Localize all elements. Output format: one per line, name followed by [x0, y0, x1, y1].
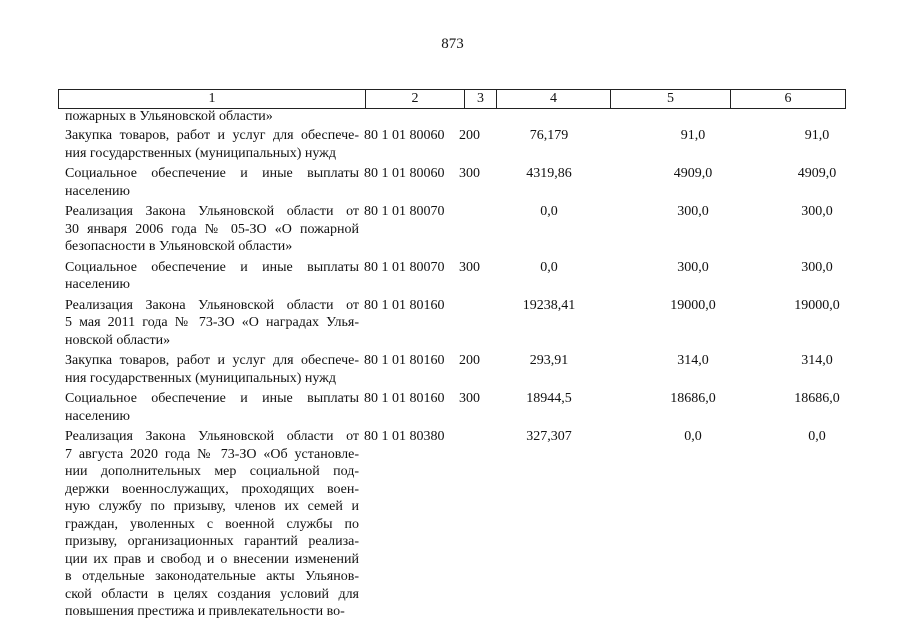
row-name-line: ния государственных (муниципальных) нужд: [65, 370, 336, 386]
row-value-col5: 91,0: [680, 128, 706, 143]
row-code: 80 1 01 80060: [364, 128, 445, 143]
row-code: 80 1 01 80060: [364, 166, 445, 181]
row-expense-type: 300: [459, 259, 480, 275]
row-name-line: населению: [65, 277, 130, 292]
row-name-line: Реализация Закона Ульяновской области от: [65, 429, 359, 444]
continued-text: пожарных в Ульяновской области»: [65, 109, 273, 124]
row-value-col6: 91,0: [804, 128, 830, 143]
row-name-line: Социальное обеспечение и иные выплаты: [65, 391, 359, 406]
row-name-line: Социальное обеспечение и иные выплаты: [65, 166, 359, 181]
row-code: 80 1 01 80160: [364, 297, 445, 313]
row-value-col4: 0,0: [540, 204, 558, 219]
row-expense-type: 300: [459, 166, 480, 181]
row-code: 80 1 01 80160: [364, 353, 445, 368]
table-row: [65, 165, 865, 200]
row-name: [65, 127, 359, 162]
table-rows: [65, 127, 865, 621]
column-header-1: 1: [59, 90, 366, 109]
row-code: 80 1 01 80070: [364, 204, 445, 219]
column-header-6: 6: [731, 90, 846, 109]
column-header-2: 2: [366, 90, 465, 109]
page-number: 873: [441, 36, 464, 52]
column-header-row: [59, 90, 846, 109]
row-value-col5: 300,0: [677, 204, 709, 219]
row-name-line: 5 мая 2011 года № 73-ЗО «О наградах Улья-: [65, 315, 359, 330]
column-header-5: 5: [611, 90, 731, 109]
row-name-line: ской области в целях создания условий для: [65, 586, 359, 602]
row-expense-type: 200: [459, 353, 480, 368]
row-name-line: Социальное обеспечение и иные выплаты: [65, 259, 359, 275]
row-value-col6: 300,0: [801, 259, 833, 275]
row-value-col4: 327,307: [526, 429, 572, 444]
row-value-col4: 18944,5: [526, 391, 572, 406]
row-name-line: нии дополнительных мер социальной под-: [65, 464, 359, 479]
row-value-col5: 4909,0: [673, 166, 713, 181]
row-name: [65, 297, 359, 350]
row-name-line: в отдельные законодательные акты Ульянов-: [65, 569, 359, 584]
row-value-col5: 18686,0: [670, 391, 716, 406]
table-body: [65, 109, 865, 624]
row-code: 80 1 01 80070: [364, 259, 445, 275]
column-header-3: 3: [465, 90, 497, 109]
row-name-line: новской области»: [65, 332, 171, 348]
row-code: 80 1 01 80160: [364, 391, 445, 406]
row-value-col4: 19238,41: [522, 297, 576, 313]
row-name-line: населению: [65, 408, 130, 424]
row-name-line: граждан, уволенных с военной службы по: [65, 516, 359, 532]
row-name: [65, 390, 359, 425]
row-name-line: Реализация Закона Ульяновской области от: [65, 204, 359, 219]
row-name-line: ную службу по призыву, членов их семей и: [65, 499, 359, 514]
table-row: [65, 127, 865, 162]
row-value-col4: 4319,86: [526, 166, 572, 181]
row-name-line: 30 января 2006 года № 05-ЗО «О пожарной: [65, 221, 359, 237]
table-row: [65, 352, 865, 387]
row-name: [65, 428, 359, 621]
row-value-col5: 0,0: [684, 429, 702, 444]
table-row: [65, 390, 865, 425]
column-header-table: [58, 89, 846, 109]
row-code: 80 1 01 80380: [364, 429, 445, 444]
row-name-line: повышения престижа и привлекательности во-: [65, 604, 345, 619]
row-name-line: призыву, организационных гарантий реализа-: [65, 534, 359, 549]
table-row: [65, 297, 865, 350]
column-header-4: 4: [497, 90, 611, 109]
row-expense-type: 300: [459, 391, 480, 406]
row-name-line: держки военнослужащих, проходящих воен-: [65, 481, 359, 497]
table-row: [65, 259, 865, 294]
row-name-line: Реализация Закона Ульяновской области от: [65, 297, 359, 313]
row-value-col5: 314,0: [677, 353, 709, 368]
row-value-col6: 4909,0: [797, 166, 837, 181]
row-name: [65, 352, 359, 387]
row-name: [65, 203, 359, 256]
row-value-col5: 19000,0: [670, 297, 716, 313]
table-row: [65, 203, 865, 256]
row-value-col4: 0,0: [540, 259, 558, 275]
row-expense-type: 200: [459, 128, 480, 143]
row-name-line: 7 августа 2020 года № 73-ЗО «Об установле-: [65, 446, 359, 462]
row-value-col6: 19000,0: [794, 297, 840, 313]
row-name: [65, 165, 359, 200]
row-value-col4: 76,179: [529, 128, 569, 143]
row-name-line: безопасности в Ульяновской области»: [65, 239, 293, 254]
row-name-line: Закупка товаров, работ и услуг для обеспече-: [65, 128, 359, 143]
row-name-line: ции их прав и свобод и о внесении изменений: [65, 551, 359, 567]
row-name-line: Закупка товаров, работ и услуг для обеспече-: [65, 353, 359, 368]
row-name: [65, 259, 359, 294]
row-value-col6: 314,0: [801, 353, 833, 368]
row-name-line: ния государственных (муниципальных) нужд: [65, 145, 336, 161]
table-row: [65, 428, 865, 621]
row-value-col6: 18686,0: [794, 391, 840, 406]
row-name-line: населению: [65, 183, 130, 199]
row-value-col6: 0,0: [808, 429, 826, 444]
row-value-col6: 300,0: [801, 204, 833, 219]
row-value-col5: 300,0: [677, 259, 709, 275]
row-value-col4: 293,91: [529, 353, 569, 368]
